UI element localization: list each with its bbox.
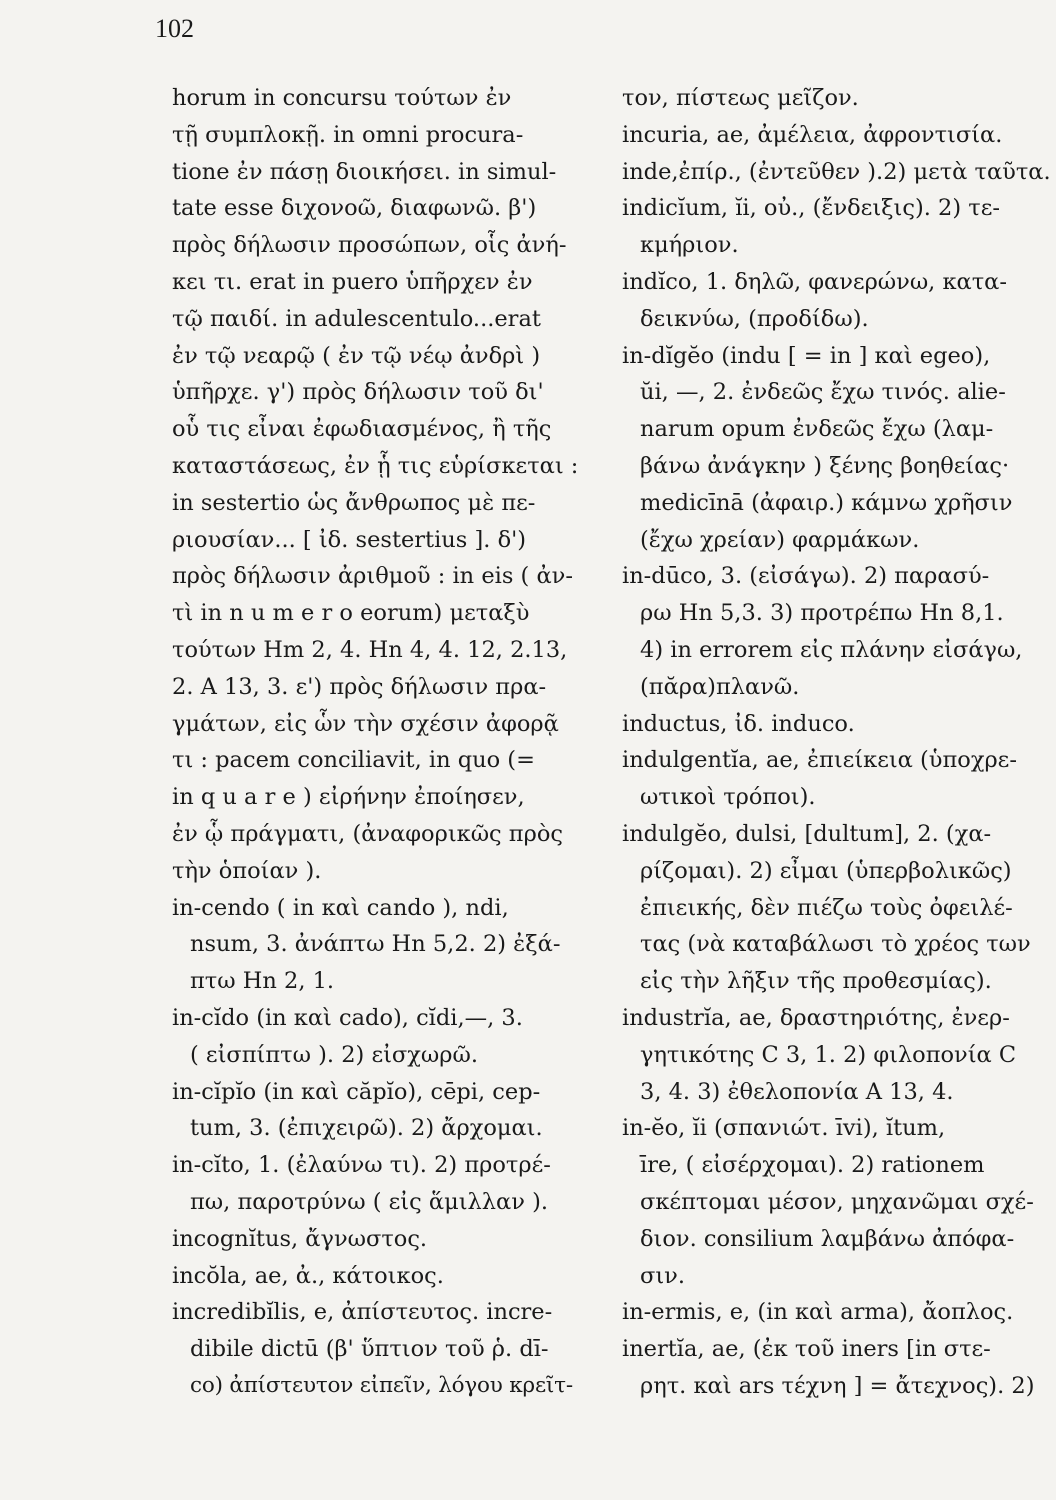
text-line: διον. consilium λαμβάνω ἀπόφα- — [640, 1225, 1015, 1252]
text-line: indulgentĭa, ae, ἐπιείκεια (ὑποχρε- — [622, 747, 1017, 774]
text-line: ὑπῆρχε. γ') πρὸς δήλωσιν τοῦ δι' — [172, 379, 544, 406]
text-line: τούτων Hm 2, 4. Hn 4, 4. 12, 2.13, — [172, 636, 568, 663]
text-line: σιν. — [640, 1262, 686, 1289]
text-line: οὗ τις εἶναι ἐφωδιασμένος, ἢ τῆς — [172, 416, 552, 443]
right-column — [622, 80, 1052, 1405]
text-line: incognĭtus, ἄγνωστος. — [172, 1225, 428, 1252]
text-line: nsum, 3. ἀνάπτω Hn 5,2. 2) ἐξά- — [190, 931, 561, 958]
text-line: in-ĕo, ĭi (σπανιώτ. īvi), ĭtum, — [622, 1115, 946, 1142]
text-line: in-cĭto, 1. (ἐλαύνω τι). 2) προτρέ- — [172, 1152, 551, 1179]
text-line: κμήριον. — [640, 232, 739, 259]
text-line: τι : pacem conciliavit, in quo (= — [172, 747, 535, 774]
text-line: in q u a r e ) εἰρήνην ἐποίησεν, — [172, 784, 525, 811]
text-line: in-ermis, e, (in καὶ arma), ἄοπλος. — [622, 1299, 1014, 1326]
text-line: inde,ἐπίρ., (ἐντεῦθεν ).2) μετὰ ταῦτα. — [622, 158, 1051, 185]
text-line: ἐν ᾧ πράγματι, (ἀναφορικῶς πρὸς — [172, 820, 563, 847]
text-line: καταστάσεως, ἐν ᾗ τις εὑρίσκεται : — [172, 452, 579, 479]
text-line: ŭi, —, 2. ἐνδεῶς ἔχω τινός. alie- — [640, 379, 1006, 406]
text-line: ρητ. καὶ ars τέχνη ] = ἄτεχνος). 2) — [640, 1372, 1035, 1399]
text-line: in-dūco, 3. (εἰσάγω). 2) παρασύ- — [622, 563, 990, 590]
text-line: 2. A 13, 3. ε') πρὸς δήλωσιν πρα- — [172, 673, 547, 700]
left-column — [172, 80, 592, 1405]
text-line: τῇ συμπλοκῇ. in omni procura- — [172, 121, 524, 148]
text-line: industrĭa, ae, δραστηριότης, ἐνερ- — [622, 1004, 1010, 1031]
text-line: ρω Hn 5,3. 3) προτρέπω Hn 8,1. — [640, 600, 1004, 627]
text-line: δεικνύω, (προδίδω). — [640, 305, 869, 332]
text-line: 4) in errorem εἰς πλάνην εἰσάγω, — [640, 636, 1023, 663]
text-line: τον, πίστεως μεῖζον. — [622, 85, 859, 111]
text-line: γητικότης C 3, 1. 2) φιλοπονία C — [640, 1041, 1017, 1068]
text-line: τὶ in n u m e r o eorum) μεταξὺ — [172, 600, 530, 627]
text-line: πτω Hn 2, 1. — [190, 968, 335, 995]
text-line: γμάτων, εἰς ὧν τὴν σχέσιν ἀφορᾷ — [172, 710, 559, 737]
text-line: (πᾰρα)πλανῶ. — [640, 673, 800, 700]
text-line: incredibĭlis, e, ἀπίστευτος. incre- — [172, 1299, 553, 1326]
text-line: dibile dictū (β' ὕπτιον τοῦ ῥ. dī- — [190, 1336, 549, 1363]
text-line: in-dĭgĕo (indu [ = in ] καὶ egeo), — [622, 342, 991, 369]
text-line: κει τι. erat in puero ὑπῆρχεν ἐν — [172, 268, 533, 295]
text-line: in sestertio ὡς ἄνθρωπος μὲ πε- — [172, 489, 536, 516]
text-line: πρὸς δήλωσιν ἀριθμοῦ : in eis ( ἀν- — [172, 563, 573, 590]
text-line: in-cĭpĭo (in καὶ căpĭo), cēpi, cep- — [172, 1078, 541, 1105]
text-line: tate esse διχονοῶ, διαφωνῶ. β') — [172, 195, 537, 222]
text-line: βάνω ἀνάγκην ) ξένης βοηθείας· — [640, 452, 1010, 479]
text-line: indulgĕo, dulsi, [dultum], 2. (χα- — [622, 820, 992, 847]
text-line: indĭco, 1. δηλῶ, φανερώνω, κατα- — [622, 268, 1007, 295]
text-line: πρὸς δήλωσιν προσώπων, οἷς ἀνή- — [172, 232, 567, 259]
text-line: īre, ( εἰσέρχομαι). 2) rationem — [640, 1152, 985, 1179]
text-line: ἐν τῷ νεαρῷ ( ἐν τῷ νέῳ ἀνδρὶ ) — [172, 342, 541, 369]
text-line: πω, παροτρύνω ( εἰς ἅμιλλαν ). — [190, 1188, 549, 1215]
text-line: ἐπιεικής, δὲν πιέζω τοὺς ὀφειλέ- — [640, 894, 1013, 921]
text-line: horum in concursu τούτων ἐν — [172, 85, 512, 111]
text-line: narum opum ἐνδεῶς ἔχω (λαμ- — [640, 416, 994, 443]
text-line: (ἔχω χρείαν) φαρμάκων. — [640, 526, 920, 553]
text-line: εἰς τὴν λῆξιν τῆς προθεσμίας). — [640, 968, 992, 995]
text-line: ρίζομαι). 2) εἶμαι (ὑπερβολικῶς) — [640, 857, 1012, 884]
text-line: co) ἀπίστευτον εἰπεῖν, λόγου κρεῖτ- — [190, 1372, 573, 1398]
text-line: τῷ παιδί. in adulescentulo...erat — [172, 305, 541, 332]
text-line: τὴν ὁποίαν ). — [172, 857, 322, 884]
text-line: ριουσίαν... [ ἰδ. sestertius ]. δ') — [172, 526, 527, 553]
text-line: 3, 4. 3) ἐθελοπονία A 13, 4. — [640, 1078, 954, 1105]
text-line: in-cĭdo (in καὶ cado), cĭdi,—, 3. — [172, 1004, 523, 1031]
text-line: ωτικοὶ τρόποι). — [640, 784, 816, 811]
text-line: incuria, ae, ἀμέλεια, ἀφροντισία. — [622, 121, 1003, 148]
text-line: medicīnā (ἀφαιρ.) κάμνω χρῆσιν — [640, 489, 1013, 516]
text-line: ( εἰσπίπτω ). 2) εἰσχωρῶ. — [190, 1041, 478, 1068]
text-line: indicĭum, ĭi, οὐ., (ἔνδειξις). 2) τε- — [622, 195, 1000, 222]
text-line: inertĭa, ae, (ἐκ τοῦ iners [in στε- — [622, 1336, 991, 1363]
text-line: in-cendo ( in καὶ cando ), ndi, — [172, 894, 509, 921]
text-line: τας (νὰ καταβάλωσι τὸ χρέος των — [640, 931, 1031, 958]
page-number: 102 — [155, 14, 194, 43]
text-line: incŏla, ae, ἀ., κάτοικος. — [172, 1262, 444, 1289]
text-line: tione ἐν πάσῃ διοικήσει. in simul- — [172, 158, 557, 185]
text-line: σκέπτομαι μέσον, μηχανῶμαι σχέ- — [640, 1188, 1034, 1215]
text-line: inductus, ἰδ. induco. — [622, 710, 855, 737]
text-line: tum, 3. (ἐπιχειρῶ). 2) ἄρχομαι. — [190, 1115, 543, 1142]
